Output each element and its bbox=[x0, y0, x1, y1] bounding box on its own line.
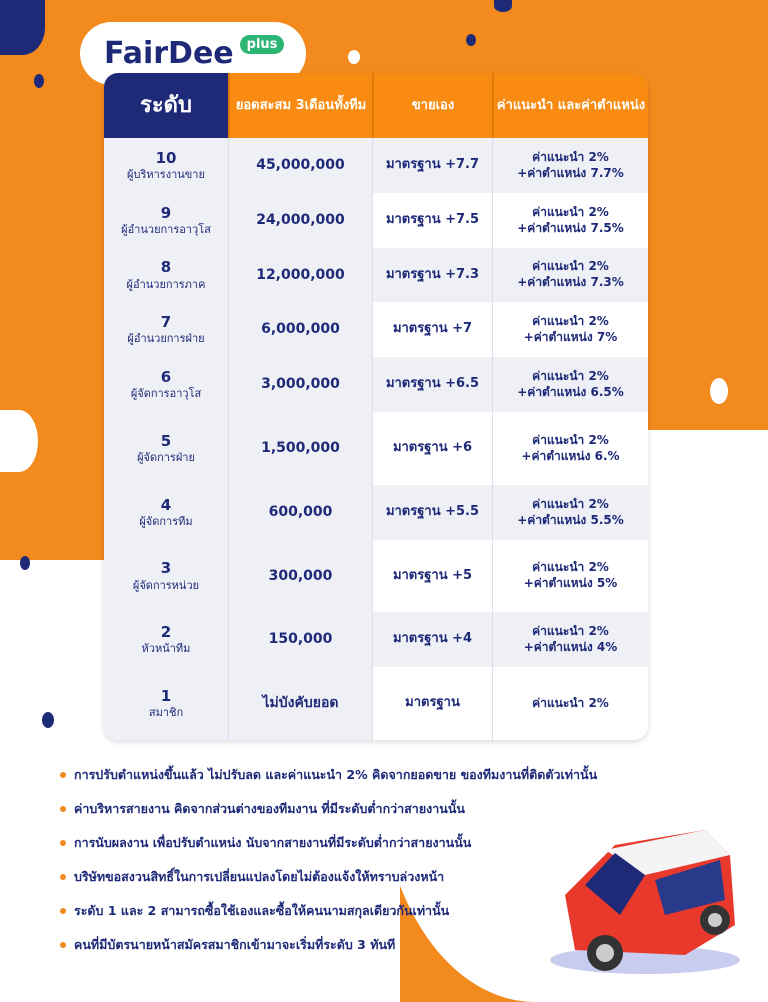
decor-dot bbox=[20, 556, 30, 570]
level-title: ผู้อำนวยการภาค bbox=[126, 277, 206, 291]
sales-cell: 150,000 bbox=[228, 612, 372, 667]
level-cell bbox=[104, 138, 228, 193]
level-number: 1 bbox=[160, 686, 172, 705]
table-row bbox=[104, 138, 648, 193]
note-text: การปรับตำแหน่งขึ้นแล้ว ไม่ปรับลด และค่าแนะนำ 2% คิดจากยอดขาย ของทีมงานที่ติดตัวเท่านั้น bbox=[74, 767, 598, 783]
self-sale-cell: มาตรฐาน +7.7 bbox=[372, 138, 492, 193]
column-header: ค่าแนะนำ และค่าตำแหน่ง bbox=[492, 73, 648, 138]
column-header: ขายเอง bbox=[372, 73, 492, 138]
column-header: ยอดสะสม 3เดือนทั้งทีม bbox=[228, 73, 372, 138]
self-sale-cell: มาตรฐาน +6 bbox=[372, 412, 492, 485]
level-title: ผู้จัดการหน่วย bbox=[132, 578, 200, 592]
sales-cell: ไม่บังคับยอด bbox=[228, 667, 372, 740]
fairdee-logo: FairDee plus bbox=[80, 22, 306, 85]
level-number: 10 bbox=[155, 148, 177, 167]
self-sale-cell: มาตรฐาน +5 bbox=[372, 540, 492, 612]
level-number: 4 bbox=[160, 495, 172, 514]
level-number: 8 bbox=[160, 258, 172, 277]
self-sale-cell: มาตรฐาน +5.5 bbox=[372, 485, 492, 540]
position-fee: +ค่าตำแหน่ง 6.% bbox=[521, 448, 620, 463]
table-row bbox=[104, 540, 648, 612]
self-sale-cell: มาตรฐาน +7.3 bbox=[372, 248, 492, 302]
level-cell bbox=[104, 412, 228, 485]
decor-blob bbox=[0, 410, 38, 472]
sales-cell: 300,000 bbox=[228, 540, 372, 612]
commission-cell bbox=[492, 302, 648, 357]
level-number: 5 bbox=[160, 431, 172, 450]
sales-cell: 600,000 bbox=[228, 485, 372, 540]
position-fee: +ค่าตำแหน่ง 5% bbox=[523, 576, 618, 590]
column-header: ระดับ bbox=[104, 73, 228, 138]
commission-cell bbox=[492, 193, 648, 248]
commission-table bbox=[104, 73, 648, 740]
bullet-icon bbox=[60, 874, 66, 880]
self-sale-cell: มาตรฐาน +7 bbox=[372, 302, 492, 357]
level-cell bbox=[104, 485, 228, 540]
commission-cell bbox=[492, 357, 648, 412]
bullet-icon bbox=[60, 840, 66, 846]
sales-cell: 6,000,000 bbox=[228, 302, 372, 357]
table-row bbox=[104, 412, 648, 485]
self-sale-cell: มาตรฐาน +7.5 bbox=[372, 193, 492, 248]
level-number: 7 bbox=[160, 312, 172, 331]
level-number: 6 bbox=[160, 367, 172, 386]
referral-fee: ค่าแนะนำ 2% bbox=[532, 313, 609, 328]
level-title: ผู้จัดการฝ่าย bbox=[137, 451, 195, 465]
position-fee: +ค่าตำแหน่ง 4% bbox=[523, 639, 618, 654]
referral-fee: ค่าแนะนำ 2% bbox=[532, 560, 609, 575]
level-title: ผู้จัดการอาวุโส bbox=[130, 387, 202, 401]
bullet-icon bbox=[60, 942, 66, 948]
decor-dot bbox=[466, 34, 476, 46]
level-title: ผู้อำนวยการฝ่าย bbox=[127, 332, 205, 346]
level-cell bbox=[104, 357, 228, 412]
table-row bbox=[104, 193, 648, 248]
position-fee: +ค่าตำแหน่ง 7% bbox=[523, 329, 618, 344]
self-sale-cell: มาตรฐาน +4 bbox=[372, 612, 492, 667]
table-header bbox=[104, 73, 648, 138]
sales-cell: 1,500,000 bbox=[228, 412, 372, 485]
note-text: ระดับ 1 และ 2 สามารถซื้อใช้เองและซื้อให้คนนามสกุลเดียวกันเท่านั้น bbox=[74, 903, 450, 919]
commission-cell bbox=[492, 540, 648, 612]
position-fee: +ค่าตำแหน่ง 7.3% bbox=[517, 275, 624, 289]
note-item bbox=[60, 792, 750, 826]
decor-dot bbox=[34, 74, 44, 88]
referral-fee: ค่าแนะนำ 2% bbox=[532, 149, 609, 164]
referral-fee: ค่าแนะนำ 2% bbox=[532, 204, 609, 219]
bullet-icon bbox=[60, 806, 66, 812]
commission-cell bbox=[492, 612, 648, 667]
level-title: ผู้บริหารงานขาย bbox=[127, 168, 205, 182]
note-text: ค่าบริหารสายงาน คิดจากส่วนต่างของทีมงาน ที่มีระดับต่ำกว่าสายงานนั้น bbox=[74, 801, 465, 817]
commission-cell bbox=[492, 412, 648, 485]
level-cell bbox=[104, 302, 228, 357]
table-row bbox=[104, 248, 648, 302]
level-number: 3 bbox=[160, 559, 172, 578]
note-text: บริษัทขอสงวนสิทธิ์ในการเปลี่ยนแปลงโดยไม่ต้องแจ้งให้ทราบล่วงหน้า bbox=[74, 869, 445, 885]
referral-fee: ค่าแนะนำ 2% bbox=[532, 695, 609, 710]
table-row bbox=[104, 612, 648, 667]
referral-fee: ค่าแนะนำ 2% bbox=[532, 496, 609, 511]
level-cell bbox=[104, 540, 228, 612]
table-row bbox=[104, 357, 648, 412]
table-row bbox=[104, 302, 648, 357]
bullet-icon bbox=[60, 772, 66, 778]
level-title: ผู้จัดการทีม bbox=[139, 515, 193, 529]
car-illustration bbox=[545, 825, 745, 975]
commission-cell bbox=[492, 248, 648, 302]
self-sale-cell: มาตรฐาน bbox=[372, 667, 492, 740]
decor-dot bbox=[494, 0, 512, 12]
level-number: 9 bbox=[160, 203, 172, 222]
position-fee: +ค่าตำแหน่ง 5.5% bbox=[517, 512, 624, 527]
level-cell bbox=[104, 193, 228, 248]
decor-dot bbox=[0, 0, 45, 55]
referral-fee: ค่าแนะนำ 2% bbox=[532, 259, 609, 274]
decor-blob bbox=[348, 50, 360, 64]
level-title: สมาชิก bbox=[148, 706, 184, 720]
referral-fee: ค่าแนะนำ 2% bbox=[532, 368, 609, 383]
decor-blob bbox=[720, 450, 768, 500]
sales-cell: 24,000,000 bbox=[228, 193, 372, 248]
sales-cell: 12,000,000 bbox=[228, 248, 372, 302]
position-fee: +ค่าตำแหน่ง 6.5% bbox=[517, 384, 624, 399]
note-text: การนับผลงาน เพื่อปรับตำแหน่ง นับจากสายงานที่มีระดับต่ำกว่าสายงานนั้น bbox=[74, 835, 472, 851]
decor-blob bbox=[710, 378, 728, 404]
level-cell bbox=[104, 248, 228, 302]
note-text: คนที่มีบัตรนายหน้าสมัครสมาชิกเข้ามาจะเริ่มที่ระดับ 3 ทันที bbox=[74, 937, 396, 953]
commission-cell bbox=[492, 138, 648, 193]
referral-fee: ค่าแนะนำ 2% bbox=[532, 432, 609, 447]
bullet-icon bbox=[60, 908, 66, 914]
level-cell bbox=[104, 612, 228, 667]
level-title: ผู้อำนวยการอาวุโส bbox=[121, 223, 211, 237]
position-fee: +ค่าตำแหน่ง 7.7% bbox=[517, 165, 624, 180]
sales-cell: 3,000,000 bbox=[228, 357, 372, 412]
level-cell bbox=[104, 667, 228, 740]
self-sale-cell: มาตรฐาน +6.5 bbox=[372, 357, 492, 412]
level-title: หัวหน้าทีม bbox=[141, 642, 191, 656]
table-row bbox=[104, 485, 648, 540]
commission-cell bbox=[492, 485, 648, 540]
table-row bbox=[104, 667, 648, 740]
sales-cell: 45,000,000 bbox=[228, 138, 372, 193]
level-number: 2 bbox=[160, 622, 172, 641]
position-fee: +ค่าตำแหน่ง 7.5% bbox=[517, 220, 624, 235]
referral-fee: ค่าแนะนำ 2% bbox=[532, 623, 609, 638]
commission-cell bbox=[492, 667, 648, 740]
decor-dot bbox=[42, 712, 54, 728]
note-item bbox=[60, 758, 750, 792]
